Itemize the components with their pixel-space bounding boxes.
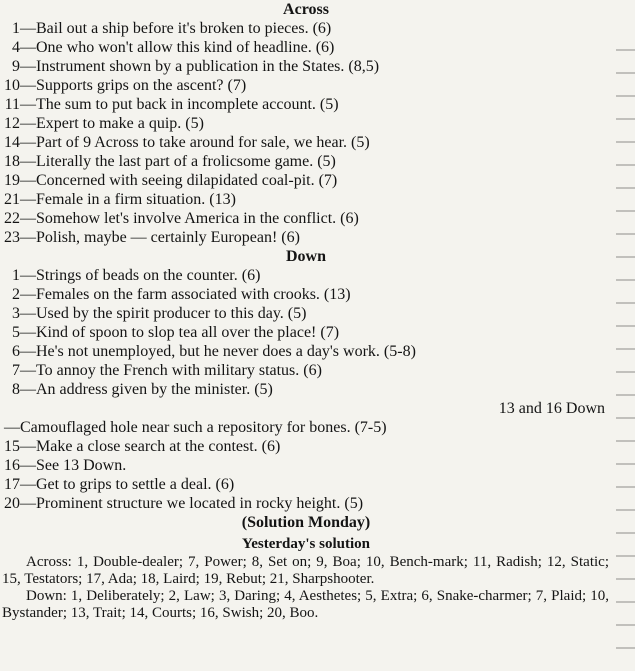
dash-glyph: — [20,476,36,493]
clue-number: 8 [12,381,20,398]
yesterday-solution-heading: Yesterday's solution [242,536,370,552]
clue-number: 16 [4,457,20,474]
clue-text: Expert to make a quip. (5) [36,115,204,132]
dash-glyph: — [20,58,36,75]
dash-glyph: — [20,210,36,227]
clue-text: Prominent structure we located in rocky height. (5) [36,495,364,512]
clue-number: 12 [4,115,20,132]
clue-row [0,19,635,38]
clue-row [0,228,635,247]
yesterday-down-solution: Down: 1, Deliberately; 2, Law; 3, Daring; 4, Aesthetes; 5, Extra; 6, Snake-charmer; 7, Plaid; 10, Bystander; 13, Trait; 14, Courts; 16, Swish; 20, Boo. [2,588,609,621]
clue-row [0,494,635,513]
clue-number: 9 [12,58,20,75]
clue-text: Female in a firm situation. (13) [36,191,236,208]
clue-number: 4 [12,39,20,56]
clue-text: Literally the last part of a frolicsome game. (5) [36,153,336,170]
clue-number: 21 [4,191,20,208]
clue-text: See 13 Down. [36,457,127,474]
clue-text: He's not unemployed, but he never does a day's work. (5-8) [36,343,416,360]
dash-glyph: — [20,77,36,94]
dash-glyph: — [20,172,36,189]
clue-number: 19 [4,172,20,189]
clue-number: 1 [12,267,20,284]
dash-glyph: — [20,438,36,455]
clue-row [0,38,635,57]
clue-number: 3 [12,305,20,322]
clue-text: Strings of beads on the counter. (6) [36,267,261,284]
yesterday-across-solution: Across: 1, Double-dealer; 7, Power; 8, Set on; 9, Boa; 10, Bench-mark; 11, Radish; 12, Static; 15, Testators; 17, Ada; 18, Laird; 19, Rebut; 21, Sharpshooter. [2,554,609,587]
clue-text: Make a close search at the contest. (6) [36,438,281,455]
clue-text: Concerned with seeing dilapidated coal-pit. (7) [36,172,338,189]
down-clue-list-continued [0,437,635,513]
dash-glyph: — [20,495,36,512]
clue-number: 17 [4,476,20,493]
clue-row [0,380,635,399]
dash-glyph: — [20,362,36,379]
clue-row [0,114,635,133]
dash-glyph: — [20,457,36,474]
clue-text: Used by the spirit producer to this day. (5) [36,305,307,322]
clue-text: Instrument shown by a publication in the States. (8,5) [36,58,380,75]
clue-number: 6 [12,343,20,360]
dash-glyph: — [20,191,36,208]
across-clue-list [0,19,635,247]
clue-number: 7 [12,362,20,379]
clue-text: Get to grips to settle a deal. (6) [36,476,235,493]
clue-text: One who won't allow this kind of headline. (6) [36,39,335,56]
clue-text: Somehow let's involve America in the conflict. (6) [36,210,359,227]
down-13-16-label: 13 and 16 Down [498,400,605,417]
clue-row [0,133,635,152]
clue-row [0,456,635,475]
down-13-16-clue [0,418,635,437]
clue-number: 5 [12,324,20,341]
clue-row [0,171,635,190]
clue-row [0,190,635,209]
clue-row [0,323,635,342]
dash-glyph: — [20,153,36,170]
clue-row [0,304,635,323]
clue-row [0,95,635,114]
clue-text: Camouflaged hole near such a repository for bones. (7-5) [20,419,387,436]
clue-number: 20 [4,495,20,512]
page-edge-shadow [616,40,635,660]
clue-row [0,475,635,494]
dash-glyph: — [20,134,36,151]
dash-glyph: — [20,343,36,360]
dash-glyph: — [20,20,36,37]
clue-text: Part of 9 Across to take around for sale, we hear. (5) [36,134,370,151]
clue-text: Supports grips on the ascent? (7) [36,77,247,94]
clue-number: 11 [4,96,20,113]
dash-glyph: — [20,229,36,246]
solution-note: (Solution Monday) [241,514,371,531]
clue-row [0,209,635,228]
clue-number: 18 [4,153,20,170]
clue-text: An address given by the minister. (5) [36,381,273,398]
clue-number: 1 [12,20,20,37]
dash-glyph: — [20,39,36,56]
dash-glyph: — [20,305,36,322]
clue-number: 10 [4,77,20,94]
down-heading: Down [285,248,326,265]
clue-row [0,76,635,95]
clue-number: 23 [4,229,20,246]
clue-row [0,437,635,456]
dash-glyph: — [20,267,36,284]
clue-text: To annoy the French with military status. (6) [36,362,322,379]
clue-row [0,342,635,361]
clue-text: The sum to put back in incomplete account. (5) [36,96,339,113]
clue-number: 14 [4,134,20,151]
clue-number: 2 [12,286,20,303]
clue-number: 22 [4,210,20,227]
across-heading: Across [283,1,329,18]
clue-row [0,361,635,380]
clue-text: Bail out a ship before it's broken to pieces. (6) [36,20,332,37]
down-clue-list [0,266,635,399]
dash-glyph: — [4,419,20,436]
clue-text: Polish, maybe — certainly European! (6) [36,229,300,246]
dash-glyph: — [20,96,36,113]
clue-row [0,285,635,304]
clue-row [0,57,635,76]
dash-glyph: — [20,115,36,132]
clue-number: 15 [4,438,20,455]
dash-glyph: — [20,381,36,398]
clue-row [0,266,635,285]
clue-row [0,152,635,171]
dash-glyph: — [20,286,36,303]
dash-glyph: — [20,324,36,341]
clue-text: Kind of spoon to slop tea all over the place! (7) [36,324,340,341]
clue-text: Females on the farm associated with crooks. (13) [36,286,351,303]
